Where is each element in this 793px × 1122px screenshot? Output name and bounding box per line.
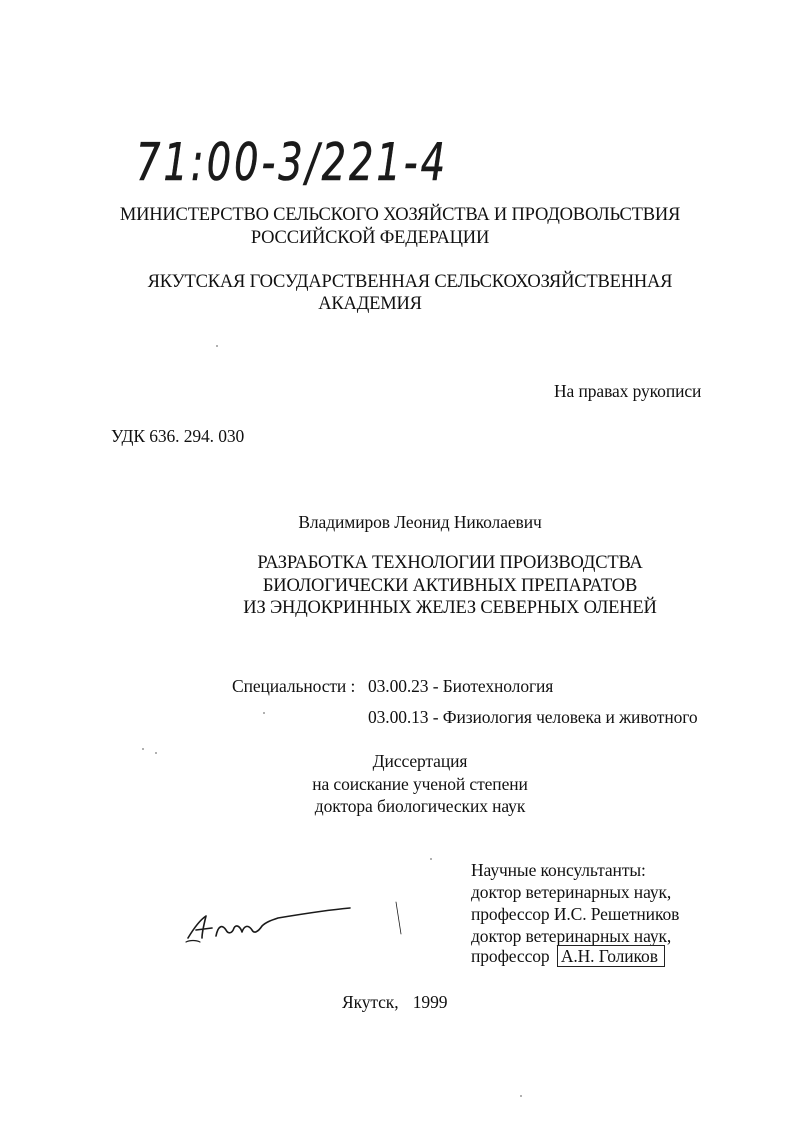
consultant-1-title: профессор И.С. Решетников xyxy=(471,904,680,924)
degree-line-1: на соискание ученой степени xyxy=(312,774,528,794)
scan-speck xyxy=(520,1095,522,1097)
specialties-label: Специальности : xyxy=(232,676,356,696)
archive-code-text: 71:00-3/221-4 xyxy=(136,133,448,193)
year: 1999 xyxy=(412,992,448,1012)
scan-mark xyxy=(394,900,404,936)
consultants-heading: Научные консультанты: xyxy=(471,860,646,880)
place-and-year xyxy=(342,992,447,1013)
dissertation-title-line-2: БИОЛОГИЧЕСКИ АКТИВНЫХ ПРЕПАРАТОВ xyxy=(262,576,638,596)
scan-speck xyxy=(430,858,432,860)
dissertation-title-line-1: РАЗРАБОТКА ТЕХНОЛОГИИ ПРОИЗВОДСТВА xyxy=(257,553,643,573)
dissertation-title-line-3: ИЗ ЭНДОКРИННЫХ ЖЕЛЕЗ СЕВЕРНЫХ ОЛЕНЕЙ xyxy=(243,598,657,618)
scan-speck xyxy=(216,345,218,347)
specialty-2: 03.00.13 - Физиология человека и животного xyxy=(368,707,698,727)
consultant-2-degree: доктор ветеринарных наук, xyxy=(471,926,672,946)
handwritten-archive-code xyxy=(128,120,458,208)
manuscript-rights-note: На правах рукописи xyxy=(554,381,702,401)
consultant-2-name: А.Н. Голиков xyxy=(557,945,665,967)
author-name: Владимиров Леонид Николаевич xyxy=(298,512,542,532)
specialty-1: 03.00.23 - Биотехнология xyxy=(368,676,554,696)
consultant-2-rank: профессор xyxy=(471,946,550,966)
degree-line-2: доктора биологических наук xyxy=(314,796,526,816)
scan-speck xyxy=(142,748,144,750)
academy-line-1: ЯКУТСКАЯ ГОСУДАРСТВЕННАЯ СЕЛЬСКОХОЗЯЙСТВЕННАЯ xyxy=(147,272,673,292)
ministry-line-1: МИНИСТЕРСТВО СЕЛЬСКОГО ХОЗЯЙСТВА И ПРОДОВОЛЬСТВИЯ xyxy=(119,205,681,225)
scan-speck xyxy=(263,712,265,714)
scan-speck xyxy=(155,752,157,754)
ministry-line-2: РОССИЙСКОЙ ФЕДЕРАЦИИ xyxy=(250,228,490,248)
consultant-1-degree: доктор ветеринарных наук, xyxy=(471,882,672,902)
academy-line-2: АКАДЕМИЯ xyxy=(318,294,422,314)
city: Якутск, xyxy=(342,992,399,1012)
dissertation-label: Диссертация xyxy=(372,751,468,771)
udk-code: УДК 636. 294. 030 xyxy=(111,426,245,446)
consultant-2-title xyxy=(471,946,665,967)
handwritten-signature xyxy=(182,900,357,948)
